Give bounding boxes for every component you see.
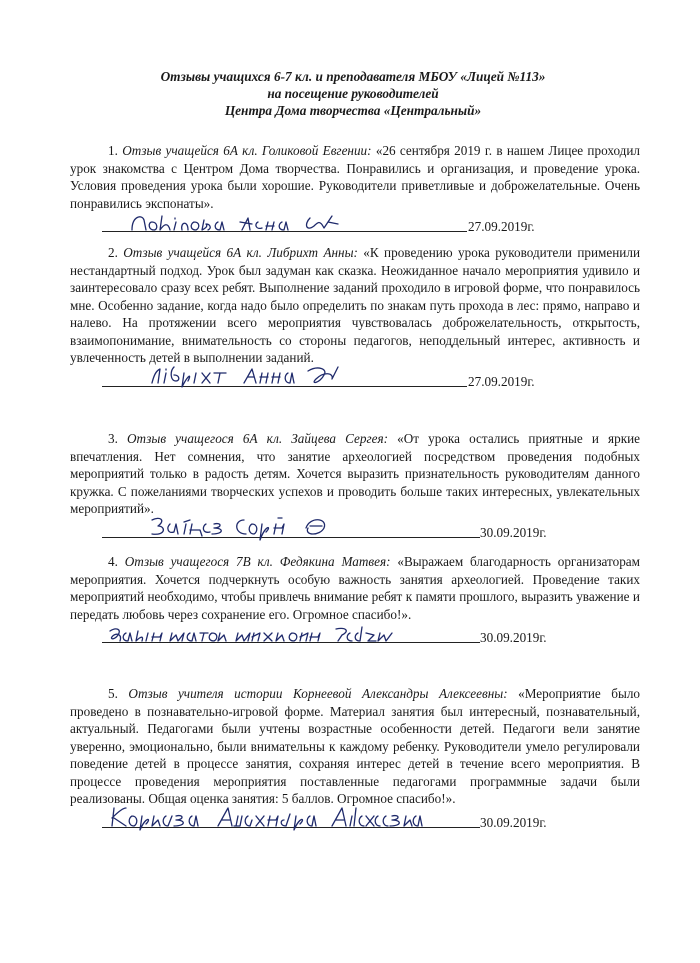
review-lead: Отзыв учащейся 6А кл. Голиковой Евгении:	[122, 143, 372, 158]
review-2	[70, 244, 640, 393]
signature-date: 30.09.2019г.	[480, 630, 547, 645]
handwritten-signature	[128, 210, 358, 236]
review-lead: Отзыв учащегося 7В кл. Федякина Матвея:	[124, 554, 391, 569]
signature-row	[70, 518, 640, 544]
signature-row	[70, 623, 640, 649]
document-header	[0, 68, 700, 119]
handwritten-signature	[148, 361, 378, 391]
header-title-line-2: на посещение руководителей	[267, 86, 439, 101]
review-number: 1.	[108, 143, 118, 158]
signature-date: 27.09.2019г.	[468, 219, 535, 234]
signature-date: 30.09.2019г.	[480, 814, 547, 830]
review-number: 5.	[108, 686, 118, 701]
review-5	[70, 685, 640, 834]
review-4	[70, 553, 640, 649]
signature-date: 30.09.2019г.	[480, 524, 547, 540]
review-lead: Отзыв учащейся 6А кл. Либрихт Анны:	[123, 245, 358, 260]
review-body: «Выражаем благодарность организаторам мероприятия. Хочется подчеркнуть особую важность занятия археологией. Проведение таких мероприятий необходимо, чтобы привлечь внимание ребят к памяти прошлого, выразить уважение и передать любовь через сохранение его. Огромное спасибо!».	[70, 554, 641, 622]
handwritten-signature	[106, 621, 406, 647]
review-text	[70, 430, 640, 518]
review-number: 2.	[108, 245, 118, 260]
review-body: «От урока остались приятные и яркие впечатления. Нет сомнения, что занятие археологией посредством проведения подобных мероприятий только в радость детям. Хочется выразить признательность руководителям данного кружка. С пожеланиями творческих успехов и проводить больше таких интересных, увлекательных мероприятий».	[70, 431, 641, 516]
review-text	[70, 142, 640, 212]
review-3	[70, 430, 640, 544]
signature-row	[70, 808, 640, 834]
review-text	[70, 244, 640, 367]
signature-row	[70, 212, 640, 238]
review-number: 3.	[108, 431, 118, 446]
review-body: «Мероприятие было проведено в познавательно-игровой форме. Материал занятия был интересный, познавательный, актуальный. Педагогами были учтены возрастные особенности детей. Педагоги вели занятие уверенно, эмоционально, были внимательны к каждому ребенку. Руководители умело регулировали поведение детей в процессе занятия, сохраняя интерес детей в течение всего мероприятия. В процессе проведения мероприятия поставленные педагогами программные задачи были реализованы. Общая оценка занятия: 5 баллов. Огромное спасибо!».	[70, 686, 641, 806]
review-body: «К проведению урока руководители применили нестандартный подход. Урок был задуман как сказка. Неожиданное начало мероприятия удивило и заинтересовало сразу всех ребят. Выполнение заданий проходило в игровой форме, что понравилось мне. Особенно задание, когда надо было определить по знакам путь прохода в лес: прямо, направо и налево. На протяжении всего мероприятия чувствовалась доброжелательность, открытость, взаимопонимание, внимательность со стороны педагогов, неподдельный интерес, активность и увлеченность детей в выполнении заданий.	[70, 245, 641, 365]
review-lead: Отзыв учащегося 6А кл. Зайцева Сергея:	[127, 431, 388, 446]
signature-date: 27.09.2019г.	[468, 373, 535, 389]
review-body: «26 сентября 2019 г. в нашем Лицее проходил урок знакомства с Центром Дома творчества. Понравились и организация, и проведение урока. Условия проведения урока были хорошие. Руководители приветливые и доброжелательные. Очень понравились экспонаты».	[70, 143, 641, 211]
review-1	[70, 142, 640, 238]
handwritten-signature	[148, 512, 368, 542]
review-text	[70, 685, 640, 808]
header-title-line-3: Центра Дома творчества «Центральный»	[224, 103, 482, 118]
review-lead: Отзыв учителя истории Корнеевой Александры Алексеевны:	[128, 686, 508, 701]
handwritten-signature	[110, 802, 430, 832]
review-number: 4.	[108, 554, 118, 569]
review-text	[70, 553, 640, 623]
signature-row	[70, 367, 640, 393]
header-title-line-1: Отзывы учащихся 6-7 кл. и преподавателя МБОУ «Лицей №113»	[160, 69, 546, 84]
